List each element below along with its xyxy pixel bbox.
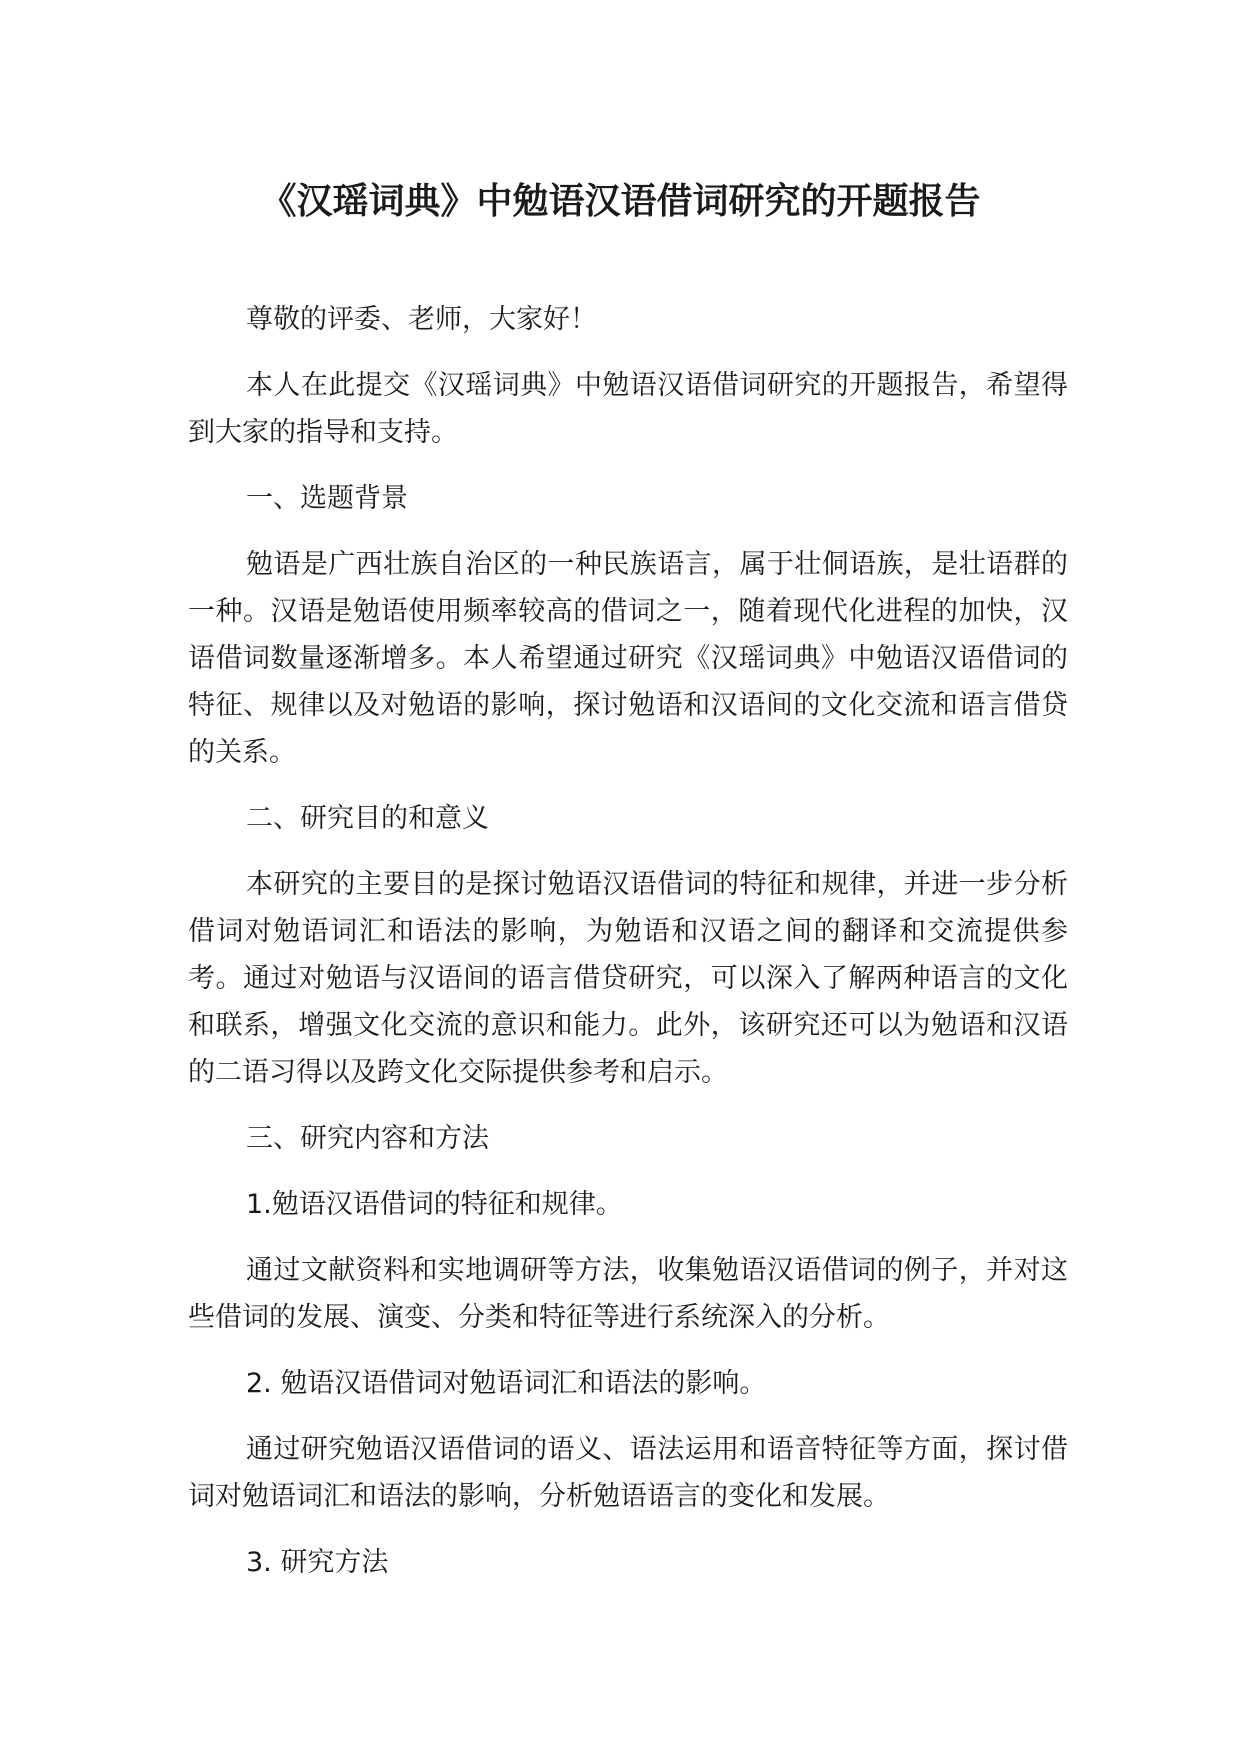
subheading-method: 3. 研究方法	[246, 1547, 389, 1578]
features-paragraph: 通过文献资料和实地调研等方法，收集勉语汉语借词的例子，并对这些借词的发展、演变、分类和特征等进行系统深入的分析。	[188, 1255, 1068, 1333]
intro-paragraph: 本人在此提交《汉瑶词典》中勉语汉语借词研究的开题报告，希望得到大家的指导和支持。	[188, 370, 1068, 448]
document-body	[188, 296, 1068, 1605]
greeting-paragraph: 尊敬的评委、老师，大家好！	[246, 304, 597, 335]
section-heading-background: 一、选题背景	[246, 483, 408, 514]
background-paragraph: 勉语是广西壮族自治区的一种民族语言，属于壮侗语族，是壮语群的一种。汉语是勉语使用频率较高的借词之一，随着现代化进程的加快，汉语借词数量逐渐增多。本人希望通过研究《汉瑶词典》中勉语汉语借词的特征、规律以及对勉语的影响，探讨勉语和汉语间的文化交流和语言借贷的关系。	[188, 549, 1068, 768]
section-heading-purpose: 二、研究目的和意义	[246, 803, 489, 834]
purpose-paragraph: 本研究的主要目的是探讨勉语汉语借词的特征和规律，并进一步分析借词对勉语词汇和语法的影响，为勉语和汉语之间的翻译和交流提供参考。通过对勉语与汉语间的语言借贷研究，可以深入了解两种语言的文化和联系，增强文化交流的意识和能力。此外，该研究还可以为勉语和汉语的二语习得以及跨文化交际提供参考和启示。	[188, 869, 1068, 1088]
subheading-influence: 2. 勉语汉语借词对勉语词汇和语法的影响。	[246, 1368, 767, 1399]
section-heading-content-method: 三、研究内容和方法	[246, 1123, 489, 1154]
influence-paragraph: 通过研究勉语汉语借词的语义、语法运用和语音特征等方面，探讨借词对勉语词汇和语法的影响，分析勉语语言的变化和发展。	[188, 1434, 1068, 1512]
document-title: 《汉瑶词典》中勉语汉语借词研究的开题报告	[260, 181, 981, 222]
subheading-features: 1.勉语汉语借词的特征和规律。	[246, 1189, 623, 1220]
